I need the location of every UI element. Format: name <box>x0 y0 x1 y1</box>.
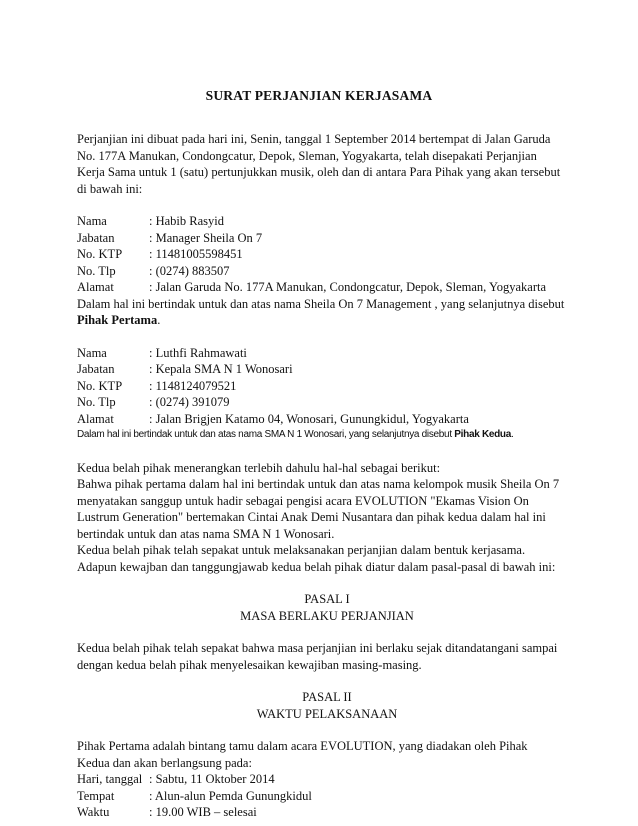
party-one-row <box>77 279 577 296</box>
party-two-row <box>77 361 577 378</box>
party-one-details <box>77 213 577 329</box>
field-value: : 1148124079521 <box>149 378 237 393</box>
field-label: Alamat <box>77 411 114 426</box>
background-line: Kedua belah pihak telah sepakat untuk melaksanakan perjanjian dalam bentuk kerjasama. <box>77 543 526 557</box>
field-label: Waktu <box>77 805 110 819</box>
schedule-row <box>77 788 577 805</box>
party-one-row <box>77 246 577 263</box>
field-value: : 11481005598451 <box>149 247 243 261</box>
field-value: : Jalan Garuda No. 177A Manukan, Condongcatur, Depok, Sleman, Yogyakarta <box>149 280 546 294</box>
field-label: No. KTP <box>77 378 123 393</box>
background-section <box>77 460 577 576</box>
field-label: Nama <box>77 214 107 228</box>
intro-line: Kerja Sama untuk 1 (satu) pertunjukkan musik, oleh dan di antara Para Pihak yang akan tersebut <box>77 165 561 179</box>
document-body <box>77 131 577 821</box>
party-one-role-end: . <box>157 313 161 327</box>
intro-line: di bawah ini: <box>77 181 143 196</box>
pasal-one-line: Kedua belah pihak telah sepakat bahwa masa perjanjian ini berlaku sejak ditandatangani sampai <box>77 641 558 655</box>
pasal-two-line: Pihak Pertama adalah bintang tamu dalam acara EVOLUTION, yang diadakan oleh Pihak <box>77 739 528 753</box>
field-value: : Kepala SMA N 1 Wonosari <box>149 362 293 376</box>
document-title: SURAT PERJANJIAN KERJASAMA <box>205 88 433 103</box>
field-label: Alamat <box>77 280 114 294</box>
pasal-one-line: dengan kedua belah pihak menyelesaikan kewajiban masing-masing. <box>77 657 422 672</box>
pasal-one-number: PASAL I <box>304 592 350 606</box>
background-line: Lustrum Generation" bertemakan Cintai Anak Demi Nusantara dan pihak kedua dalam hal ini <box>77 510 546 524</box>
pasal-two-heading: WAKTU PELAKSANAAN <box>256 706 398 721</box>
intro-line: Perjanjian ini dibuat pada hari ini, Senin, tanggal 1 September 2014 bertempat di Jalan Garuda <box>77 132 551 146</box>
field-value: : Jalan Brigjen Katamo 04, Wonosari, Gunungkidul, Yogyakarta <box>149 411 469 426</box>
field-value: : 19.00 WIB – selesai <box>149 805 257 819</box>
background-line: Kedua belah pihak menerangkan terlebih dahulu hal-hal sebagai berikut: <box>77 460 441 475</box>
field-value: : (0274) 391079 <box>149 395 230 409</box>
party-one-row <box>77 213 577 230</box>
field-value: : (0274) 883507 <box>149 263 230 278</box>
schedule-row <box>77 771 577 788</box>
field-value: : Manager Sheila On 7 <box>149 230 263 245</box>
party-one-role-name: Pihak Pertama <box>77 313 158 327</box>
field-label: Nama <box>77 345 107 360</box>
field-value: : Alun-alun Pemda Gunungkidul <box>149 788 312 803</box>
field-label: Jabatan <box>77 230 115 245</box>
party-two-role-name: Pihak Kedua <box>454 429 512 440</box>
party-two-statement-text: Dalam hal ini bertindak untuk dan atas nama SMA N 1 Wonosari, yang selanjutnya disebut <box>77 429 455 440</box>
party-two-role-end: . <box>511 429 514 440</box>
field-label: No. Tlp <box>77 395 116 409</box>
field-value: : Sabtu, 11 Oktober 2014 <box>149 772 275 786</box>
pasal-one-heading: MASA BERLAKU PERJANJIAN <box>240 608 414 623</box>
field-label: No. Tlp <box>77 263 116 278</box>
background-line: bertindak untuk dan atas nama SMA N 1 Wonosari. <box>77 526 335 541</box>
intro-line: No. 177A Manukan, Condongcatur, Depok, Sleman, Yogyakarta, telah disepakati Perjanjian <box>77 148 537 163</box>
field-label: No. KTP <box>77 247 123 261</box>
field-label: Tempat <box>77 788 115 803</box>
party-two-row <box>77 411 577 428</box>
background-line: Bahwa pihak pertama dalam hal ini bertindak untuk dan atas nama kelompok musik Sheila On 7 <box>77 477 560 491</box>
party-two-row <box>77 345 577 362</box>
pasal-two-number: PASAL II <box>302 690 352 704</box>
schedule-row <box>77 804 577 821</box>
party-one-statement: Dalam hal ini bertindak untuk dan atas nama Sheila On 7 Management , yang selanjutnya disebut <box>77 296 565 311</box>
pasal-two <box>77 689 577 821</box>
field-label: Jabatan <box>77 362 115 376</box>
party-one-row <box>77 230 577 247</box>
party-two-statement <box>77 427 577 444</box>
party-one-role <box>77 312 577 329</box>
pasal-one <box>77 591 577 673</box>
background-line: menyatakan sanggup untuk hadir sebagai pengisi acara EVOLUTION "Ekamas Vision On <box>77 493 529 508</box>
party-two-details <box>77 345 577 444</box>
party-two-row <box>77 378 577 395</box>
party-one-row <box>77 263 577 280</box>
pasal-two-line: Kedua dan akan berlangsung pada: <box>77 755 252 770</box>
background-line: Adapun kewajban dan tanggungjawab kedua belah pihak diatur dalam pasal-pasal di bawah ini: <box>77 559 556 574</box>
party-two-row <box>77 394 577 411</box>
field-value: : Habib Rasyid <box>149 214 224 228</box>
field-label: Hari, tanggal <box>77 772 143 786</box>
field-value: : Luthfi Rahmawati <box>149 345 247 360</box>
